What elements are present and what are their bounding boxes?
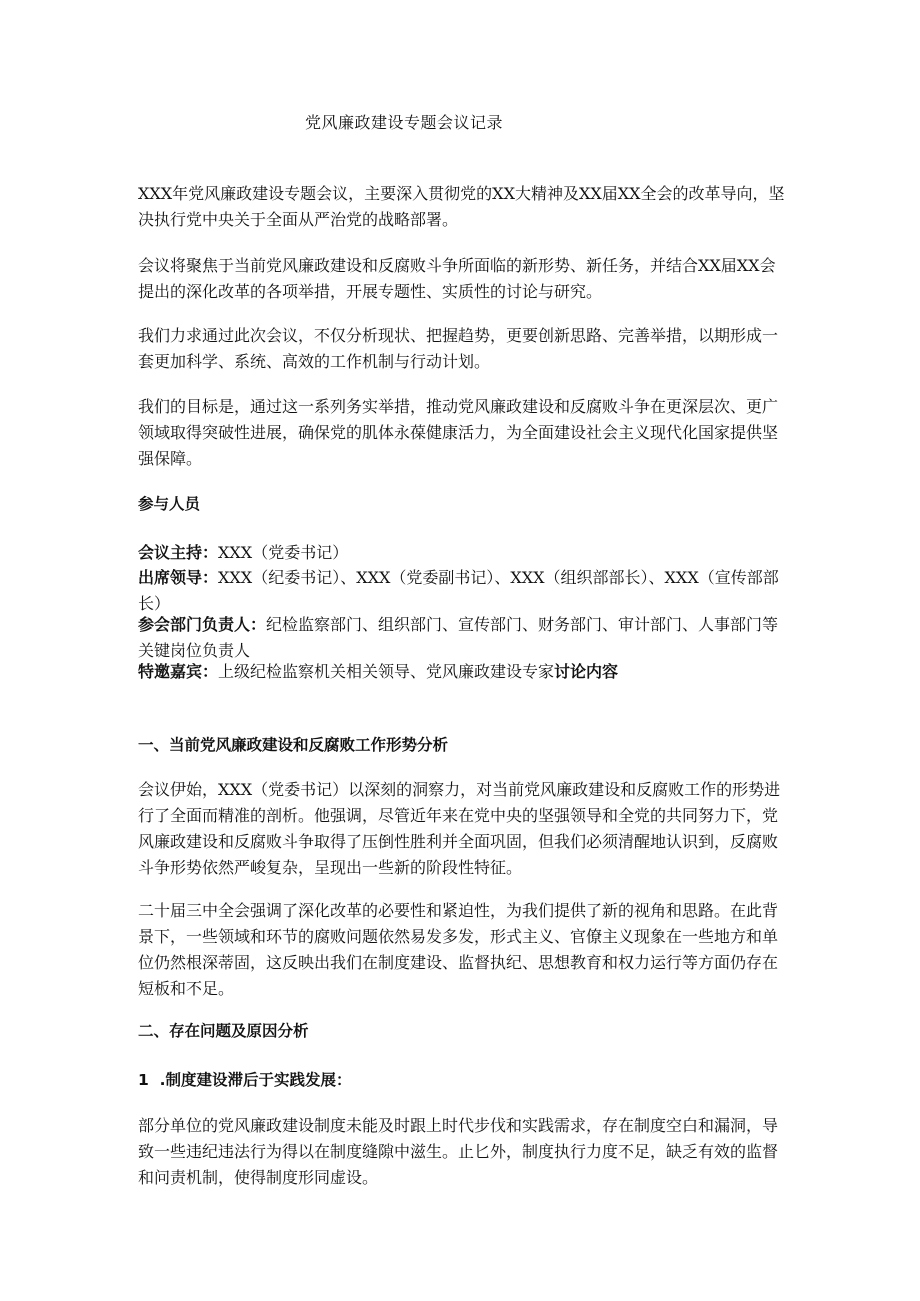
document-title: 党风廉政建设专题会议记录 (305, 113, 504, 132)
participant-leaders (138, 565, 786, 617)
section2-sub1-heading: 1 .制度建设滞后于实践发展： (138, 1071, 352, 1089)
participant-host (138, 540, 786, 566)
departments-label: 参会部门负责人： (138, 615, 267, 634)
section1-heading: 一、当前党风廉政建设和反腐败工作形势分析 (138, 736, 449, 754)
section1-paragraph-1: 会议伊始，XXX（党委书记）以深刻的洞察力，对当前党风廉政建设和反腐败工作的形势进行了全面而精准的剖析。他强调，尽管近年来在党中央的坚强领导和全党的共同努力下，党风廉政建设和反腐败斗争取得了压倒性胜利并全面巩固，但我们必须清醒地认识到，反腐败斗争形势依然严峻复杂，呈现出一些新的阶段性特征。 (138, 780, 781, 877)
intro-paragraph-4: 我们的目标是，通过这一系列务实举措，推动党风廉政建设和反腐败斗争在更深层次、更广领域取得突破性进展，确保党的肌体永葆健康活力，为全面建设社会主义现代化国家提供坚强保障。 (138, 397, 779, 468)
intro-paragraph-1: XXX年党风廉政建设专题会议，主要深入贯彻党的XX大精神及XX届XX全会的改革导向，坚决执行党中央关于全面从严治党的战略部署。 (138, 184, 785, 229)
intro-paragraph-3: 我们力求通过此次会议，不仅分析现状、把握趋势，更要创新思路、完善举措，以期形成一套更加科学、系统、高效的工作机制与行动计划。 (138, 326, 779, 371)
leaders-value: XXX（纪委书记）、XXX（党委副书记）、XXX（组织部部长）、XXX（宣传部部长） (138, 568, 779, 613)
host-value: XXX（党委书记） (218, 543, 349, 562)
departments-value: 纪检监察部门、组织部门、宣传部门、财务部门、审计部门、人事部门等关键岗位负责人 (138, 615, 779, 660)
section2-heading: 二、存在问题及原因分析 (138, 1022, 309, 1040)
leaders-label: 出席领导： (138, 568, 219, 587)
participant-departments (138, 612, 786, 664)
intro-paragraph-2: 会议将聚焦于当前党风廉政建设和反腐败斗争所面临的新形势、新任务，并结合XX届XX会提出的深化改革的各项举措，开展专题性、实质性的讨论与研究。 (138, 256, 776, 301)
host-label: 会议主持： (138, 543, 219, 562)
participant-guests (138, 659, 786, 685)
section1-paragraph-2: 二十届三中全会强调了深化改革的必要性和紧迫性，为我们提供了新的视角和思路。在此背景下，一些领域和环节的腐败问题依然易发多发，形式主义、官僚主义现象在一些地方和单位仍然根深蒂固，这反映出我们在制度建设、监督执纪、思想教育和权力运行等方面仍存在短板和不足。 (138, 901, 779, 998)
section2-sub1-text: 部分单位的党风廉政建设制度未能及时跟上时代步伐和实践需求，存在制度空白和漏洞，导致一些违纪违法行为得以在制度缝隙中滋生。止匕外，制度执行力度不足，缺乏有效的监督和问责机制，使得制度形同虚设。 (138, 1116, 779, 1187)
guests-label: 特邀嘉宾： (138, 662, 219, 681)
participants-heading: 参与人员 (138, 495, 201, 513)
discussion-heading: 讨论内容 (554, 662, 619, 681)
guests-value: 上级纪检监察机关相关领导、党风廉政建设专家 (218, 662, 555, 681)
